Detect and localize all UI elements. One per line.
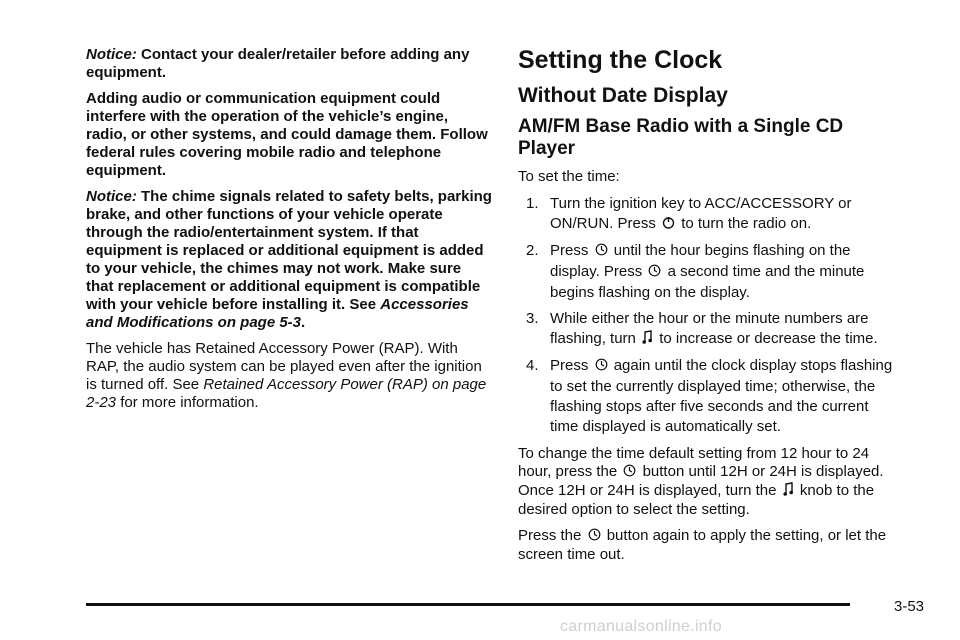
tune-knob-icon	[783, 482, 794, 501]
clock-icon	[588, 528, 601, 546]
section-title: Setting the Clock	[518, 46, 723, 74]
page-number: 3-53	[894, 598, 925, 615]
list-item: 4. Press again until the clock display stops flashing to set the currently displayed time; otherwise, the flashing stops after five seconds and the current time displayed is automatically set.	[526, 357, 893, 435]
audio-equipment-paragraph: Adding audio or communication equipment could interfere with the operation of the vehicle’s engine, radio, or other systems, and could damage them. Follow federal rules covering mobile radio and telephone equipment.	[86, 90, 488, 179]
cross-reference-link[interactable]: Accessories and Modifications on page 5-3	[86, 296, 469, 331]
rap-paragraph: The vehicle has Retained Accessory Power (RAP). With RAP, the audio system can be played even after the ignition is turned off. See Retained Accessory Power (RAP) on page 2-23 for more information.	[86, 340, 487, 411]
clock-icon	[595, 242, 608, 262]
clock-icon	[648, 263, 661, 283]
notice-text: The chime signals related to safety belts, parking brake, and other functions of your vehicle operate through the radio/entertainment system. If that equipment is replaced or additional equipment is added to your vehicle, the chimes may not work. Make sure that replacement or additional equipment is compatible with your vehicle before installing it. See	[86, 188, 492, 313]
notice-chime: Notice: The chime signals related to safety belts, parking brake, and other functions of your vehicle operate through the radio/entertainment system. If that equipment is replaced or additional equipment is added to your vehicle, the chimes may not work. Make sure that replacement or additional equipment is compatible with your vehicle before installing it. See Accessories and Modifications on page 5-3.	[86, 188, 492, 331]
notice-text: Contact your dealer/retailer before adding any equipment.	[86, 46, 470, 81]
clock-icon	[623, 464, 636, 482]
watermark: carmanualsonline.info	[560, 618, 722, 635]
list-item: 2. Press until the hour begins flashing on the display. Press a second time and the minute begins flashing on the display.	[526, 242, 865, 301]
list-item: 3. While either the hour or the minute numbers are flashing, turn to increase or decrease the time.	[518, 309, 898, 350]
notice-label: Notice:	[86, 46, 137, 63]
cross-reference-link[interactable]: Retained Accessory Power (RAP) on page 2-23	[86, 376, 487, 411]
apply-setting-paragraph: Press the button again to apply the setting, or let the screen time out.	[518, 527, 887, 563]
time-format-paragraph: To change the time default setting from 12 hour to 24 hour, press the button until 12H or 24H is displayed. Once 12H or 24H is displayed, turn the knob to the desired option to select the setting.	[518, 445, 884, 518]
radio-model-heading: AM/FM Base Radio with a Single CD Player	[518, 116, 844, 159]
right-column	[518, 46, 898, 572]
clock-icon	[595, 357, 608, 377]
tune-knob-icon	[642, 330, 653, 350]
power-icon	[662, 215, 675, 235]
notice-dealer	[86, 46, 492, 82]
steps-list	[518, 194, 898, 437]
left-column	[86, 46, 492, 420]
intro-text: To set the time:	[518, 168, 620, 185]
notice-label: Notice:	[86, 188, 137, 205]
list-item: 1. Turn the ignition key to ACC/ACCESSORY or ON/RUN. Press to turn the radio on.	[518, 194, 898, 235]
footer-rule	[86, 603, 850, 606]
subsection-title: Without Date Display	[518, 84, 728, 107]
